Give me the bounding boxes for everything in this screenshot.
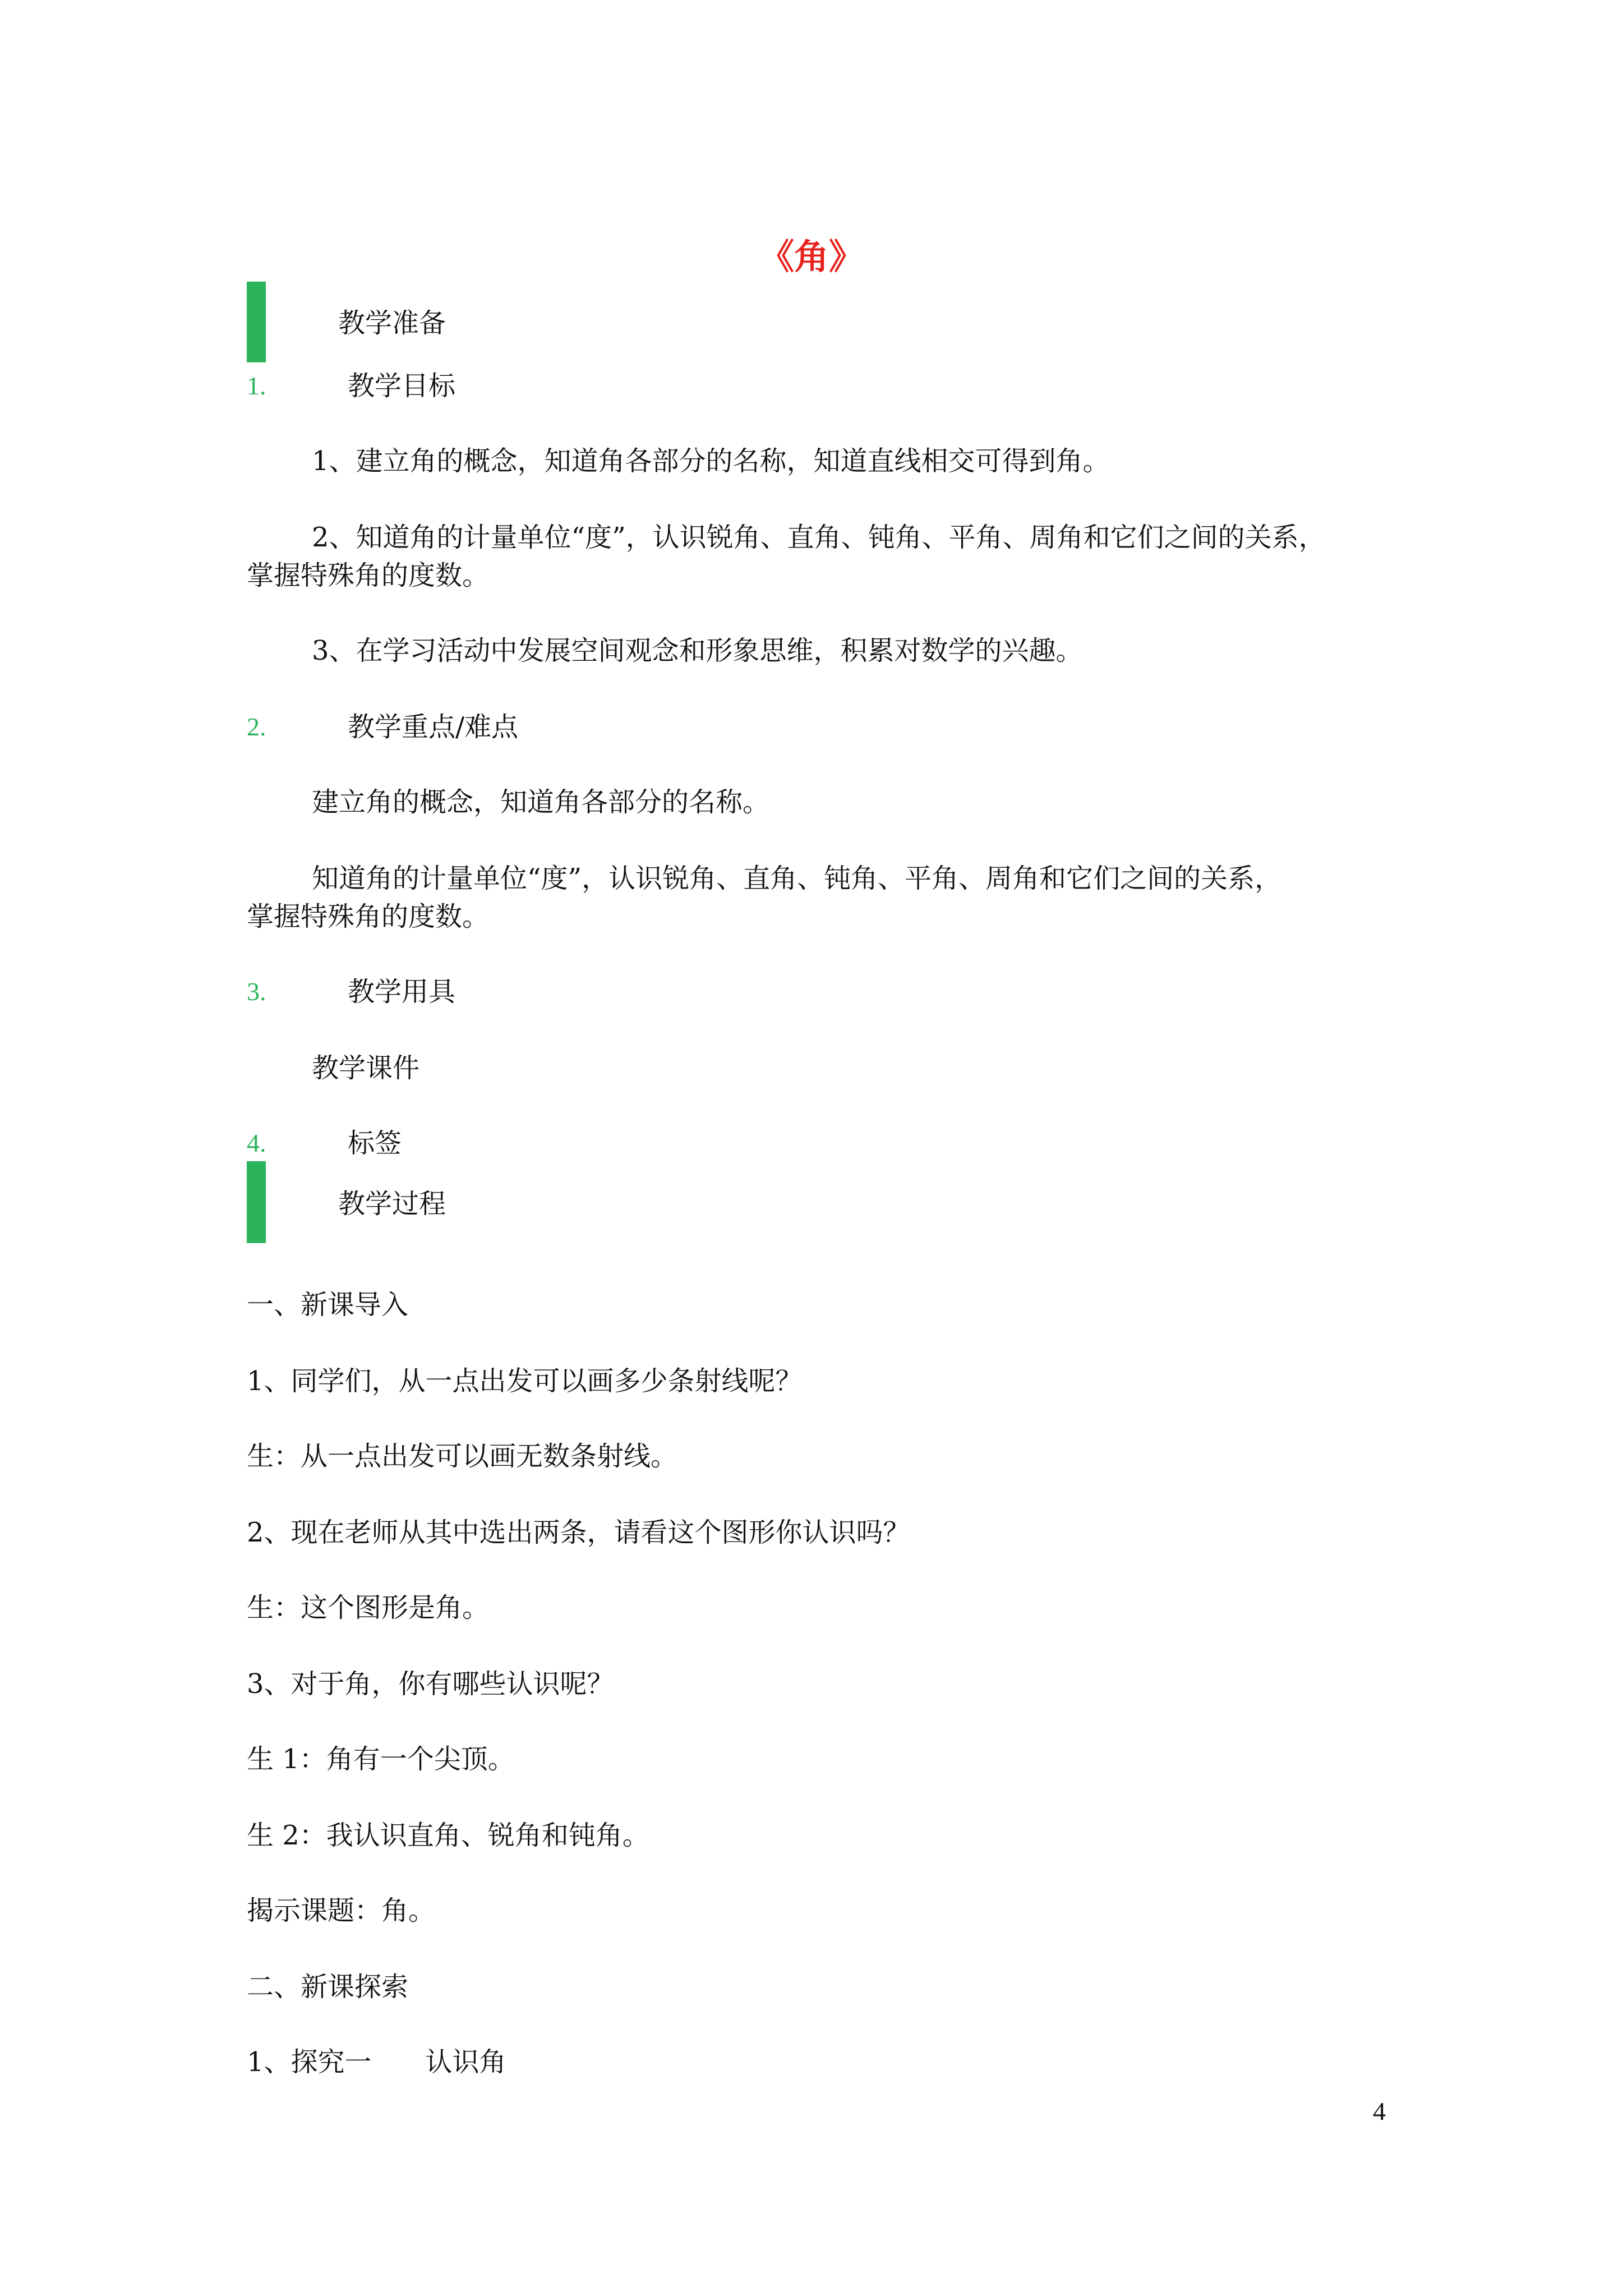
goal-item-continuation: 掌握特殊角的度数。 <box>247 560 490 591</box>
process-line: 生：从一点出发可以画无数条射线。 <box>247 1441 678 1472</box>
tools-item: 教学课件 <box>312 1052 420 1084</box>
goal-item: 2、知道角的计量单位“度”，认识锐角、直角、钝角、平角、周角和它们之间的关系， <box>312 522 1326 553</box>
subsection-heading-key: 教学重点/难点 <box>348 711 519 743</box>
key-item: 知道角的计量单位“度”，认识锐角、直角、钝角、平角、周角和它们之间的关系， <box>312 863 1282 894</box>
process-line: 一、新课导入 <box>247 1289 409 1320</box>
process-line: 生 1：角有一个尖顶。 <box>247 1743 515 1775</box>
section-heading-prep: 教学准备 <box>338 307 446 339</box>
process-line: 1、同学们，从一点出发可以画多少条射线呢？ <box>247 1365 803 1397</box>
list-number: 2. <box>247 712 266 741</box>
goal-item: 3、在学习活动中发展空间观念和形象思维，积累对数学的兴趣。 <box>312 635 1083 666</box>
key-item-continuation: 掌握特殊角的度数。 <box>247 901 490 932</box>
key-item: 建立角的概念，知道角各部分的名称。 <box>312 786 770 818</box>
process-line: 生 2：我认识直角、锐角和钝角。 <box>247 1820 649 1851</box>
subsection-heading-tags: 标签 <box>348 1128 402 1159</box>
process-line: 3、对于角，你有哪些认识呢？ <box>247 1668 614 1700</box>
page-number: 4 <box>1373 2097 1386 2125</box>
subsection-heading-goals: 教学目标 <box>348 370 456 402</box>
process-line: 1、探究一 认识角 <box>247 2046 506 2078</box>
page-title: 《角》 <box>759 236 864 277</box>
process-line: 生：这个图形是角。 <box>247 1592 490 1623</box>
section-marker-bar <box>247 282 266 362</box>
goal-item: 1、建立角的概念，知道角各部分的名称，知道直线相交可得到角。 <box>312 445 1110 477</box>
process-line: 二、新课探索 <box>247 1971 409 2003</box>
process-line: 2、现在老师从其中选出两条，请看这个图形你认识吗？ <box>247 1517 910 1548</box>
subsection-heading-tools: 教学用具 <box>348 976 456 1007</box>
list-number: 3. <box>247 977 266 1006</box>
list-number: 4. <box>247 1129 266 1157</box>
section-heading-process: 教学过程 <box>338 1188 446 1220</box>
list-number: 1. <box>247 371 266 400</box>
process-line: 揭示课题：角。 <box>247 1895 436 1926</box>
section-marker-bar <box>247 1161 266 1243</box>
